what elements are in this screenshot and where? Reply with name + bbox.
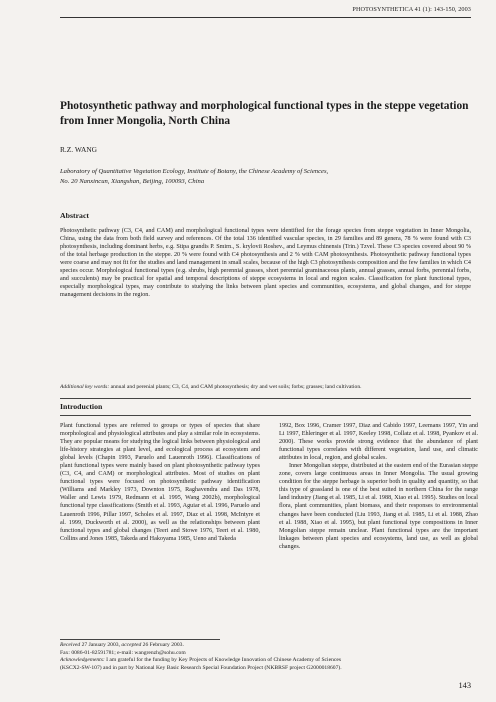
keywords-text: annual and perenial plants; C3, C4, and CAM photosynthesis; dry and wet soils; forbs; grasses; land cultivation. [110,384,362,390]
accepted-label: accepted [121,642,142,648]
introduction-heading: Introduction [60,402,103,411]
received-label: Received [60,642,81,648]
author-name: R.Z. WANG [60,145,98,154]
abstract-text: Photosynthetic pathway (C3, C4, and CAM) and morphological functional types were identified for the forage species from steppe vegetation in Inner Mongolia, China, using the data from both field survey and references. Of the total 136 identified vascular species, in 29 families and 89 genera, 78 % were found with C3 photosynthesis, including dominant herbs, e.g. Stipa grandis P. Smirn., S. krylovii Roshev., and Leymus chinensis (Trin.) Tzvel. These C3 species covered about 90 % of the total herbage production in the steppe. 20 % were found with C4 photosynthesis and 2 % with CAM photosynthesis. Photosynthetic pathway functional types were coarse and may not fit for the studies and land management in small scales, because of the high C3 photosynthesis composition and the few families in which C4 species occur. Morphological functional types (e.g. shrubs, high perennial grasses, short perennial graminaceous plants, annual grasses, annual forbs, perennial forbs, and succulents) may be practical for spatial and temporal descriptions of steppe ecosystems in local and region scales. Classification for plant functional types, especially morphological types, may contribute to studying the links between plant species and communities, ecosystems, and global changes, and for steppe management decisions in the region. [60,228,471,299]
text-column-right [279,422,478,551]
contact-line: Fax: 0086-01-82591781; e-mail: wangrenzh@sohu.com [60,649,186,656]
acknowledgements-text: I am grateful for the funding by Key Projects of Knowledge Innovation of Chinese Academy of Sciences [106,657,342,664]
page-number: 143 [458,681,471,690]
keywords-label: Additional key words: [60,384,110,390]
affiliation [60,167,480,186]
intro-paragraph: Inner Mongolian steppe, distributed at the eastern end of the Eurasian steppe zone, covers large continuous areas in Inner Mongolia. The usual growing condition for the steppe herbage is superior both in quality and quantity, so that this type of grassland is one of the best suited in northern China for the range land industry (Jiang et al. 1985, Li et al. 1988, Xiao et al. 1995). Studies on local flora, plant communities, plant biomass, and their responses to environmental changes have been conducted (Liu 1993, Jiang et al. 1985, Li et al. 1988, Zhao et al. 1988, Xiao et al. 1995), but plant functional type compositions in Inner Mongolian steppe remain unclear. Plant functional types are the important linkages between plant species and ecosystems, land use, as well as global changes. [279,463,478,550]
intro-paragraph: 1992, Box 1996, Cramer 1997, Diaz and Cabido 1997, Leemans 1997, Yin and Li 1997, Ehleringer et al. 1997, Keeley 1998, Collatz et al. 1998, Pyankov et al. 2000). These works provide strong evidence that the abundance of plant functional types correlates with different vegetation, land use, and climatic attributes in local, region, and global scales. [279,423,478,462]
header-rule [60,17,471,18]
article-title: Photosynthetic pathway and morphological functional types in the steppe vegetation from Inner Mongolia, North China [60,100,469,127]
footnotes [60,642,485,672]
section-rule [60,398,471,399]
acknowledgements-label: Acknowledgements: [60,657,105,664]
running-head: PHOTOSYNTHETICA 41 (1): 143-150, 2003 [352,6,471,13]
affiliation-line: No. 20 Nanxincun, Xiangshan, Beijing, 100093, China [60,177,205,185]
abstract-heading: Abstract [60,211,90,220]
acknowledgements-line [60,657,485,665]
received-date: 27 January 2003, [81,642,120,648]
dates-line [60,642,485,650]
keywords [60,383,485,391]
affiliation-line: Laboratory of Quantitative Vegetation Ecology, Institute of Botany, the Chinese Academy of Sciences, [60,168,329,175]
section-rule [60,415,471,416]
footnote-rule [60,639,220,640]
text-column-left [60,422,260,543]
accepted-date: 26 February 2003. [142,642,184,648]
intro-paragraph: Plant functional types are referred to groups or types of species that share morphological and physiological attributes and play a similar role in ecosystems. They are popular means for studying the logical links between physiological and life-history strategies at plant level, and ecological process at ecosystem and global levels (Chapin 1993, Paruelo and Lauenroth 1996). Classifications of plant functional types were mainly based on plant photosynthetic pathway types (C3, C4, and CAM) or morphological attributes. Most of studies on plant functional types were focused on photosynthetic pathway identification (Williams and Markley 1973, Downton 1975, Raghavendra and Das 1978, Waller and Lewis 1979, Redmann et al. 1995, Wang 2002b), morphological functional type classifications (Smith et al. 1993, Aguiar et al. 1996, Paruelo and Lauenroth 1996, Pillar 1997, Scholes et al. 1997, Diaz et al. 1998, McIntyre et al. 1999, Duckworth et al. 2000), as well as the relationships between plant functional types and global changes (Teeri and Stowe 1976, Teeri et al. 1980, Collins and Jones 1985, Takeda and Hakoyama 1985, Ueno and Takeda [60,423,260,542]
acknowledgements-line: (KSCX2-SW-107) and in part by National Key Basic Research Special Foundation Project (NKBRSF project G2000018607). [60,664,342,671]
